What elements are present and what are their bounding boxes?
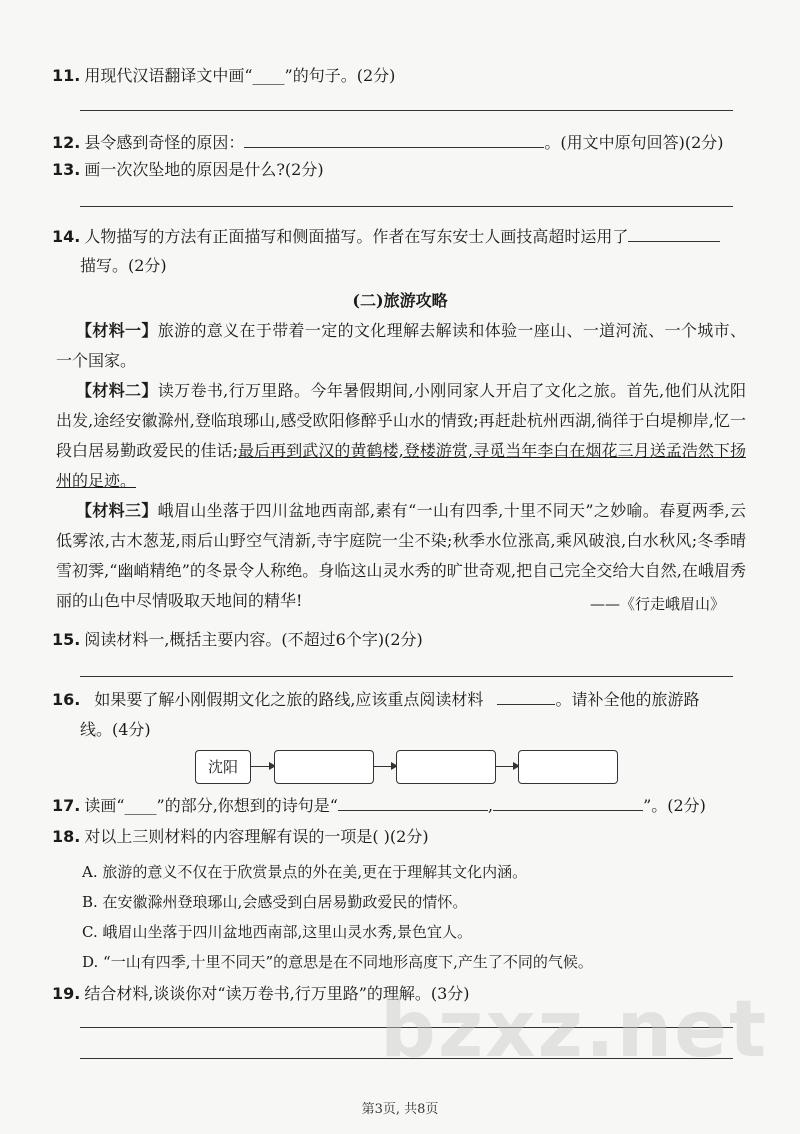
- question-15: [52, 630, 423, 650]
- material-2: [56, 376, 746, 496]
- question-14: [52, 227, 720, 247]
- question-text: 县令感到奇怪的原因：: [84, 133, 245, 152]
- question-text: 用现代汉语翻译文中画“____”的句子。(2分): [84, 66, 396, 85]
- watermark: bzxz.net: [380, 985, 769, 1075]
- question-18: [52, 827, 429, 847]
- material-text: 旅游的意义在于带着一定的文化理解去解读和体验一座山、一道河流、一个城市、一个国家。: [56, 321, 746, 370]
- section-title: (二)旅游攻略: [352, 291, 448, 310]
- question-13: [52, 160, 324, 180]
- question-text: 如果要了解小刚假期文化之旅的路线,应该重点阅读材料: [94, 690, 484, 709]
- material-source: ——《行走峨眉山》: [590, 595, 726, 613]
- question-16: [52, 690, 699, 710]
- question-number: 12.: [52, 133, 81, 152]
- question-number: 15.: [52, 630, 81, 649]
- option-a[interactable]: A. 旅游的意义不仅在于欣赏景点的外在美,更在于理解其文化内涵。: [82, 863, 528, 881]
- question-text: 对以上三则材料的内容理解有误的一项是( )(2分): [84, 827, 429, 846]
- material-tag: 【材料二】: [76, 381, 158, 400]
- route-blank-box-2[interactable]: [396, 750, 496, 784]
- question-text: 描写。(2分): [80, 256, 167, 275]
- question-12: [52, 133, 724, 153]
- answer-blank[interactable]: [244, 147, 544, 148]
- underlined-passage: 最后再到武汉的黄鹤楼,登楼游赏,寻觅当年李白在烟花三月送孟浩然下扬州的足迹。: [56, 441, 746, 490]
- question-17: [52, 796, 706, 816]
- material-text: 读万卷书,行万里路。今年暑假期间,小刚同家人开启了文化之旅。首先,他们从沈阳出发,途经安徽滁州,登临琅琊山,感受欧阳修醉乎山水的情致;再赶赴杭州西湖,徜徉于白堤柳岸,忆一段白居易勤政爱民的佳话;: [56, 381, 746, 460]
- route-blank-box-1[interactable]: [274, 750, 374, 784]
- poem-line-blank-2[interactable]: [493, 810, 643, 811]
- question-number: 19.: [52, 984, 81, 1003]
- arrow-right-icon: [496, 766, 518, 767]
- question-number: 13.: [52, 160, 81, 179]
- question-text: 画一次次坠地的原因是什么?(2分): [84, 160, 324, 179]
- material-1: [56, 316, 746, 376]
- question-text: 。(用文中原句回答)(2分): [544, 133, 724, 152]
- option-b[interactable]: B. 在安徽滁州登琅琊山,会感受到白居易勤政爱民的情怀。: [82, 893, 468, 911]
- answer-blank[interactable]: [628, 241, 720, 242]
- question-text: 线。(4分): [80, 720, 151, 739]
- question-text: ”。(2分): [643, 796, 706, 815]
- question-text: 人物描写的方法有正面描写和侧面描写。作者在写东安士人画技高超时运用了: [84, 227, 629, 246]
- option-d[interactable]: D. “一山有四季,十里不同天”的意思是在不同地形高度下,产生了不同的气候。: [82, 953, 593, 971]
- question-14-cont: [80, 256, 167, 276]
- arrow-right-icon: [251, 766, 274, 767]
- question-text: 读画“____”的部分,你想到的诗句是“: [84, 796, 338, 815]
- page-number: 第3页, 共8页: [361, 1102, 439, 1117]
- material-text: 峨眉山坐落于四川盆地西南部,素有“一山有四季,十里不同天”之妙喻。春夏两季,云低雾浓,古木葱茏,雨后山野空气清新,寺宇庭院一尘不染;秋季水位涨高,乘风破浪,白水秋风;冬季晴雪初霁,“幽峭精绝”的冬景令人称绝。身临这山灵水秀的旷世奇观,把自己完全交给大自然,在峨眉秀丽的山色中尽情吸取天地间的精华!: [56, 501, 746, 610]
- answer-blank[interactable]: [497, 704, 555, 705]
- answer-line[interactable]: [80, 206, 733, 207]
- arrow-right-icon: [374, 766, 396, 767]
- question-text: ,: [487, 796, 494, 815]
- answer-line[interactable]: [80, 676, 733, 677]
- material-tag: 【材料三】: [76, 501, 158, 520]
- question-number: 18.: [52, 827, 81, 846]
- answer-line[interactable]: [80, 110, 733, 111]
- option-c[interactable]: C. 峨眉山坐落于四川盆地西南部,这里山灵水秀,景色宜人。: [82, 923, 473, 941]
- question-16-cont: [80, 720, 151, 740]
- question-text: 阅读材料一,概括主要内容。(不超过6个字)(2分): [84, 630, 423, 649]
- question-text: 结合材料,谈谈你对“读万卷书,行万里路”的理解。(3分): [84, 984, 470, 1003]
- question-number: 16.: [52, 690, 81, 709]
- question-text: 。请补全他的旅游路: [555, 690, 700, 709]
- question-number: 14.: [52, 227, 81, 246]
- question-11: [52, 66, 395, 86]
- question-number: 17.: [52, 796, 81, 815]
- question-number: 11.: [52, 66, 81, 85]
- poem-line-blank-1[interactable]: [338, 810, 488, 811]
- material-tag: 【材料一】: [76, 321, 158, 340]
- route-blank-box-3[interactable]: [518, 750, 618, 784]
- route-start-box: 沈阳: [195, 750, 251, 784]
